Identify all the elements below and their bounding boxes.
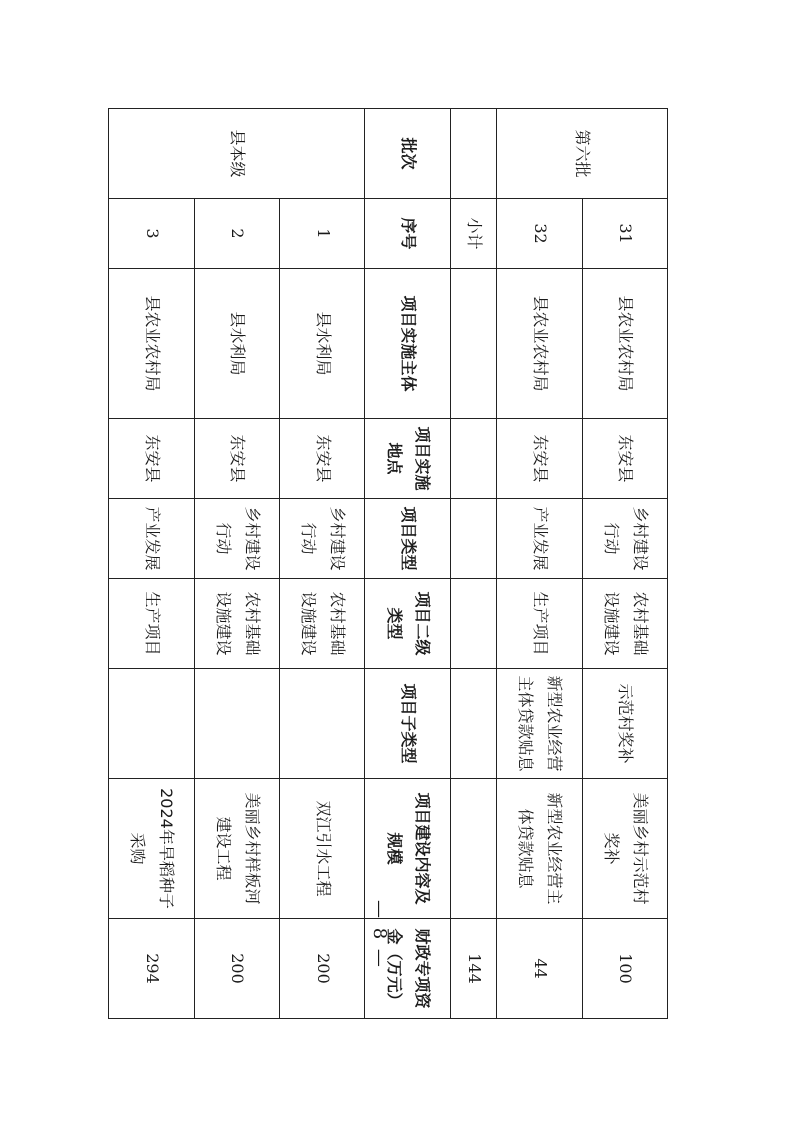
header-second-type: 项目二级类型 — [365, 579, 450, 669]
second-type-cell: 生产项目 — [109, 579, 195, 669]
page-number: — 8 — — [369, 900, 390, 969]
location-cell: 东安县 — [109, 419, 195, 499]
header-location: 项目实施地点 — [365, 419, 450, 499]
header-row — [365, 109, 450, 1019]
content-cell: 双江引水工程 — [279, 779, 364, 919]
subtotal-value: 144 — [450, 919, 496, 1019]
table-row — [109, 109, 195, 1019]
header-entity: 项目实施主体 — [365, 269, 450, 419]
funding-table-rotated — [108, 108, 668, 1018]
sub-type-cell — [194, 669, 279, 779]
batch-cell: 第六批 — [497, 109, 668, 199]
content-cell: 新型农业经营主体贷款贴息 — [497, 779, 582, 919]
second-type-cell: 农村基础设施建设 — [194, 579, 279, 669]
fund-cell: 294 — [109, 919, 195, 1019]
seq-cell: 32 — [497, 199, 582, 269]
empty-cell — [450, 499, 496, 579]
content-cell: 美丽乡村样板河建设工程 — [194, 779, 279, 919]
header-batch: 批次 — [365, 109, 450, 199]
entity-cell: 县水利局 — [194, 269, 279, 419]
header-sub-type: 项目子类型 — [365, 669, 450, 779]
type-cell: 产业发展 — [497, 499, 582, 579]
empty-cell — [450, 419, 496, 499]
sub-type-cell: 示范村奖补 — [582, 669, 667, 779]
content-cell: 2024年早稻种子采购 — [109, 779, 195, 919]
second-type-cell: 农村基础设施建设 — [279, 579, 364, 669]
subtotal-row — [450, 109, 496, 1019]
location-cell: 东安县 — [582, 419, 667, 499]
fund-cell: 44 — [497, 919, 582, 1019]
seq-cell: 1 — [279, 199, 364, 269]
funding-table — [108, 108, 668, 1019]
seq-cell: 2 — [194, 199, 279, 269]
empty-cell — [450, 579, 496, 669]
type-cell: 乡村建设行动 — [279, 499, 364, 579]
header-seq: 序号 — [365, 199, 450, 269]
sub-type-cell — [279, 669, 364, 779]
seq-cell: 3 — [109, 199, 195, 269]
empty-cell — [450, 109, 496, 199]
type-cell: 产业发展 — [109, 499, 195, 579]
batch-cell: 县本级 — [109, 109, 365, 199]
type-cell: 乡村建设行动 — [194, 499, 279, 579]
empty-cell — [450, 669, 496, 779]
header-content: 项目建设内容及规模 — [365, 779, 450, 919]
second-type-cell: 生产项目 — [497, 579, 582, 669]
empty-cell — [450, 779, 496, 919]
sub-type-cell — [109, 669, 195, 779]
table-row — [194, 109, 279, 1019]
sub-type-cell: 新型农业经营主体贷款贴息 — [497, 669, 582, 779]
table-row — [279, 109, 364, 1019]
header-fund: 财政专项资金（万元） — [365, 919, 450, 1019]
seq-cell: 31 — [582, 199, 667, 269]
table-row — [582, 109, 667, 1019]
header-type: 项目类型 — [365, 499, 450, 579]
location-cell: 东安县 — [497, 419, 582, 499]
fund-cell: 200 — [279, 919, 364, 1019]
second-type-cell: 农村基础设施建设 — [582, 579, 667, 669]
type-cell: 乡村建设行动 — [582, 499, 667, 579]
location-cell: 东安县 — [279, 419, 364, 499]
funding-table-container — [108, 108, 668, 1018]
empty-cell — [450, 269, 496, 419]
entity-cell: 县农业农村局 — [497, 269, 582, 419]
fund-cell: 100 — [582, 919, 667, 1019]
content-cell: 美丽乡村示范村奖补 — [582, 779, 667, 919]
location-cell: 东安县 — [194, 419, 279, 499]
subtotal-label: 小计 — [450, 199, 496, 269]
entity-cell: 县水利局 — [279, 269, 364, 419]
entity-cell: 县农业农村局 — [582, 269, 667, 419]
table-row — [497, 109, 582, 1019]
entity-cell: 县农业农村局 — [109, 269, 195, 419]
fund-cell: 200 — [194, 919, 279, 1019]
